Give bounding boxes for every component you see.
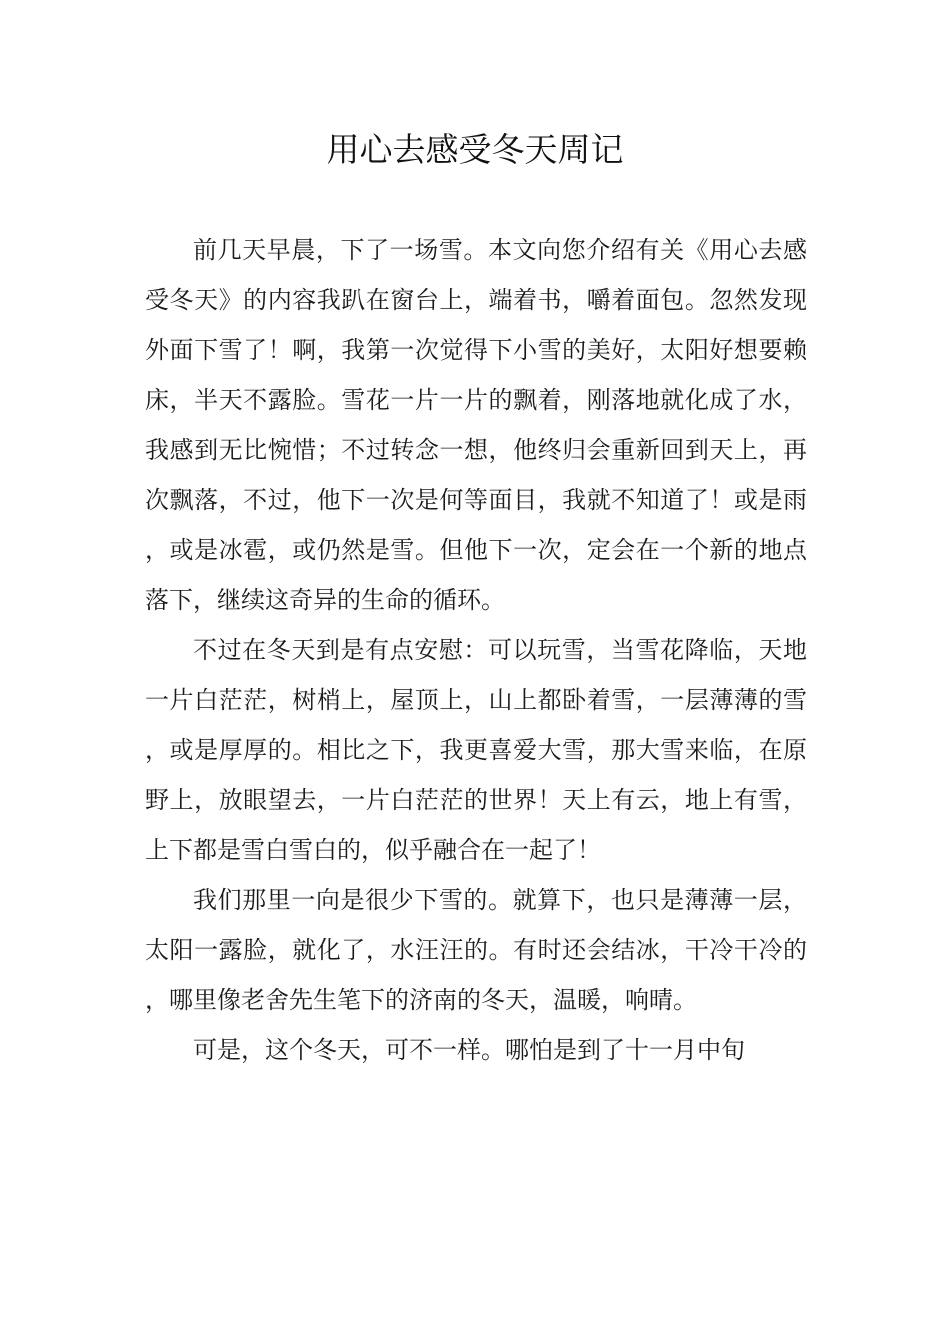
document-title: 用心去感受冬天周记 — [326, 130, 624, 169]
paragraph-2: 不过在冬天到是有点安慰：可以玩雪，当雪花降临，天地一片白茫茫，树梢上，屋顶上，山上都卧着雪，一层薄薄的雪，或是厚厚的。相比之下，我更喜爱大雪，那大雪来临，在原野上，放眼望去，一片白茫茫的世界！天上有云，地上有雪，上下都是雪白雪白的，似乎融合在一起了！ — [145, 636, 807, 864]
paragraph-1: 前几天早晨，下了一场雪。本文向您介绍有关《用心去感受冬天》的内容我趴在窗台上，端着书，嚼着面包。忽然发现外面下雪了！啊，我第一次觉得下小雪的美好，太阳好想要赖床，半天不露脸。雪花一片一片的飘着，刚落地就化成了水，我感到无比惋惜；不过转念一想，他终归会重新回到天上，再次飘落，不过，他下一次是何等面目，我就不知道了！或是雨，或是冰雹，或仍然是雪。但他下一次，定会在一个新的地点落下，继续这奇异的生命的循环。 — [145, 236, 807, 614]
paragraph-3: 我们那里一向是很少下雪的。就算下，也只是薄薄一层，太阳一露脸，就化了，水汪汪的。有时还会结冰，干冷干冷的，哪里像老舍先生笔下的济南的冬天，温暖，响晴。 — [145, 886, 807, 1014]
document-body — [145, 225, 807, 1075]
paragraph-4: 可是，这个冬天，可不一样。哪怕是到了十一月中旬 — [193, 1036, 745, 1064]
